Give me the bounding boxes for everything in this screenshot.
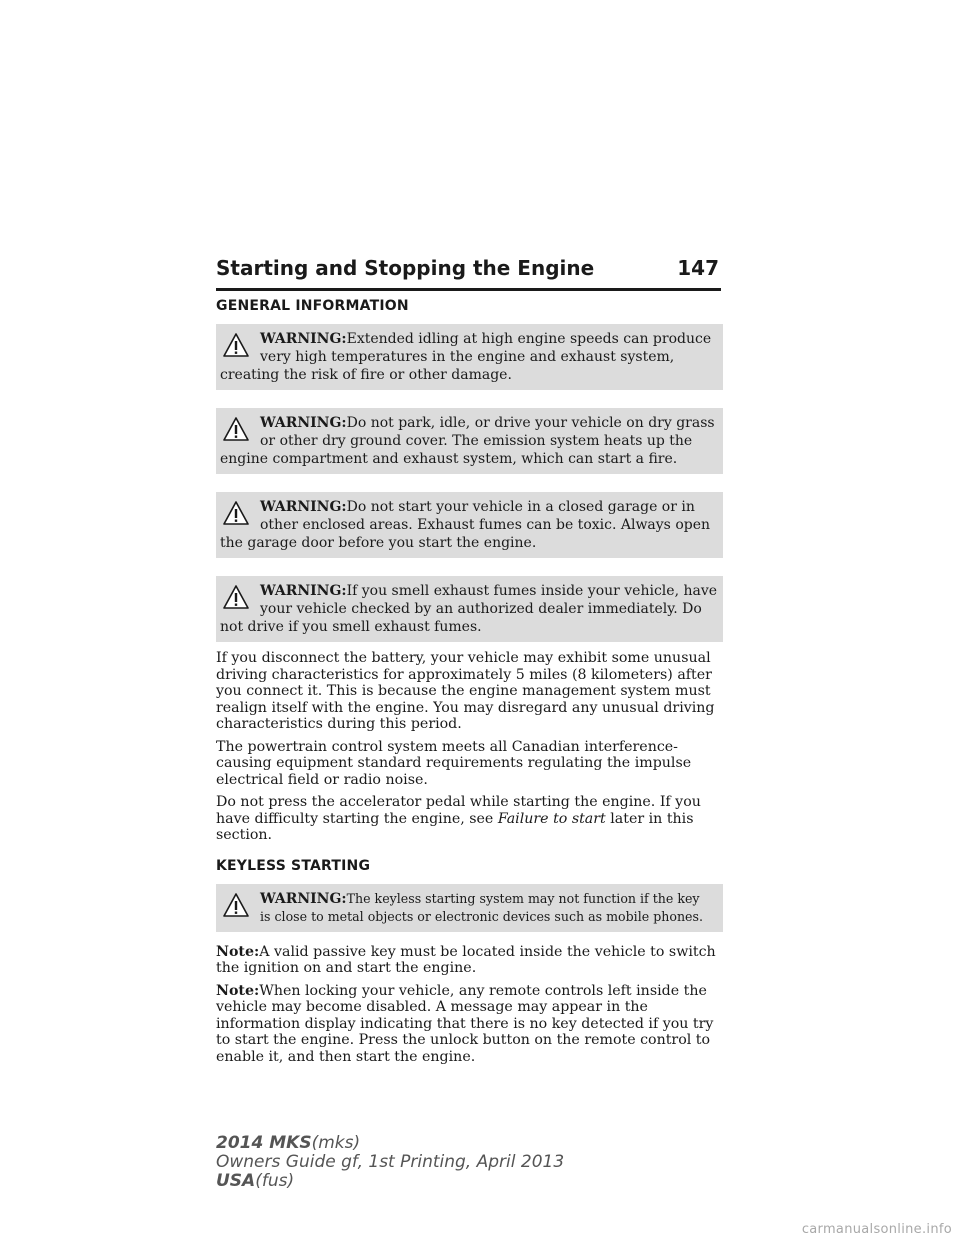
warning-box: [216, 408, 723, 474]
section-heading-keyless: KEYLESS STARTING: [216, 857, 371, 874]
warning-text: engine compartment and exhaust system, which can start a fire.: [220, 451, 678, 467]
warning-box: [216, 324, 723, 390]
warning-label: WARNING:: [260, 415, 347, 431]
footer-code: (mks): [311, 1133, 361, 1153]
warning-text: other enclosed areas. Exhaust fumes can be toxic. Always open: [260, 517, 711, 533]
warning-triangle-icon: [222, 584, 250, 610]
body-paragraph: The powertrain control system meets all Canadian interference-causing equipment standard requirements regulating the impulse electrical field or radio noise.: [216, 738, 692, 788]
footer-line: [216, 1134, 564, 1153]
page-number: 147: [677, 256, 719, 280]
note-text: When locking your vehicle, any remote controls left inside the vehicle may become disabled. A message may appear in the information display indicating that there is no key detected if you try to start the engine. Press the unlock button on the remote control to enable it, and then start the engine.: [216, 982, 714, 1065]
warning-label: WARNING:: [260, 331, 347, 347]
warning-label: WARNING:: [260, 583, 347, 599]
warning-text: Extended idling at high engine speeds can produce: [346, 331, 712, 347]
warning-label: WARNING:: [260, 890, 347, 907]
note-text: A valid passive key must be located inside the vehicle to switch the ignition on and start the engine.: [216, 943, 716, 976]
warning-text: If you smell exhaust fumes inside your vehicle, have: [346, 583, 718, 599]
footer-model: 2014 MKS: [216, 1133, 312, 1153]
section-heading-general: GENERAL INFORMATION: [216, 298, 409, 314]
warning-box: [216, 492, 723, 558]
body-paragraph: [216, 794, 723, 844]
warning-text: your vehicle checked by an authorized dealer immediately. Do: [260, 601, 702, 617]
warning-triangle-icon: [222, 416, 250, 442]
note-label: Note:: [216, 943, 260, 960]
body-text: later in this section.: [216, 810, 694, 843]
warning-text: very high temperatures in the engine and exhaust system,: [260, 349, 675, 365]
footer-code: (fus): [255, 1171, 295, 1191]
warning-label: WARNING:: [260, 499, 347, 515]
watermark: carmanualsonline.info: [801, 1222, 952, 1237]
body-text: Do not press the accelerator pedal while starting the engine. If you have difficulty starting the engine, see: [216, 794, 701, 827]
warning-text: the garage door before you start the engine.: [220, 535, 537, 551]
footer-line: [216, 1172, 564, 1191]
warning-text: Do not start your vehicle in a closed garage or in: [346, 499, 695, 515]
warning-box: [216, 576, 723, 642]
warning-text: or other dry ground cover. The emission system heats up the: [260, 433, 693, 449]
page-content: [216, 298, 723, 1071]
warning-text: Do not park, idle, or drive your vehicle on dry grass: [346, 415, 715, 431]
warning-triangle-icon: [222, 892, 250, 918]
footer-line: Owners Guide gf, 1st Printing, April 2013: [216, 1152, 565, 1172]
note-paragraph: [216, 983, 723, 1066]
warning-text: The keyless starting system may not function if the key: [346, 890, 700, 906]
page-footer: [216, 1134, 564, 1191]
note-paragraph: [216, 944, 723, 977]
note-label: Note:: [216, 982, 260, 999]
page-header: [216, 254, 721, 291]
warning-text: not drive if you smell exhaust fumes.: [220, 619, 482, 635]
body-paragraph: If you disconnect the battery, your vehicle may exhibit some unusual driving characteristics for approximately 5 miles (8 kilometers) after you connect it. This is because the engine management system must realign itself with the engine. You may disregard any unusual driving characteristics during this period.: [216, 650, 715, 732]
warning-box: [216, 884, 723, 932]
footer-market: USA: [216, 1171, 256, 1191]
chapter-title: Starting and Stopping the Engine: [216, 256, 595, 280]
warning-text: creating the risk of fire or other damage.: [220, 367, 512, 383]
cross-reference-link[interactable]: Failure to start: [497, 810, 606, 827]
warning-triangle-icon: [222, 500, 250, 526]
warning-text: is close to metal objects or electronic devices such as mobile phones.: [260, 908, 703, 924]
warning-triangle-icon: [222, 332, 250, 358]
